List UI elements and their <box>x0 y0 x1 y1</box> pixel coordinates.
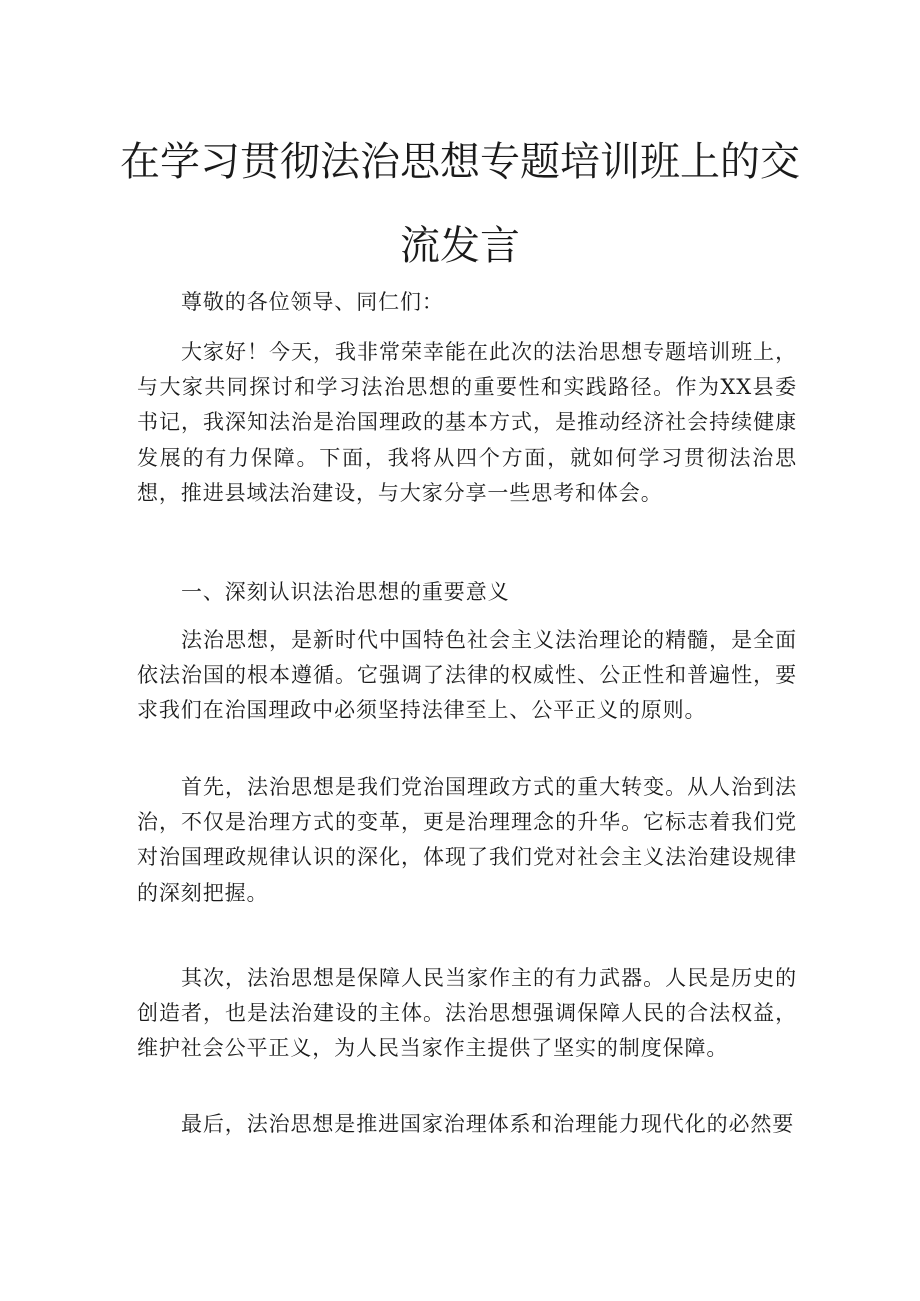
body-paragraph: 最后，法治思想是推进国家治理体系和治理能力现代化的必然要 <box>181 1112 795 1136</box>
document-title-line-2: 流发言 <box>400 223 520 269</box>
section-heading-1: 一、深刻认识法治思想的重要意义 <box>181 580 510 604</box>
intro-paragraph: 大家好！今天，我非常荣幸能在此次的法治思想专题培训班上，与大家共同探讨和学习法治思想的重要性和实践路径。作为XX县委书记，我深知法治是治国理政的基本方式，是推动经济社会持续健康发展的有力保障。下面，我将从四个方面，就如何学习贯彻法治思想，推进县域法治建设，与大家分享一些思考和体会。 <box>137 340 797 505</box>
body-paragraph: 其次，法治思想是保障人民当家作主的有力武器。人民是历史的创造者，也是法治建设的主体。法治思想强调保障人民的合法权益，维护社会公平正义，为人民当家作主提供了坚实的制度保障。 <box>137 966 797 1061</box>
document-title-line-1: 在学习贯彻法治思想专题培训班上的交 <box>120 139 800 185</box>
body-paragraph: 首先，法治思想是我们党治国理政方式的重大转变。从人治到法治，不仅是治理方式的变革，更是治理理念的升华。它标志着我们党对治国理政规律认识的深化，体现了我们党对社会主义法治建设规律的深刻把握。 <box>137 775 797 905</box>
body-paragraph: 法治思想，是新时代中国特色社会主义法治理论的精髓，是全面依法治国的根本遵循。它强调了法律的权威性、公正性和普遍性，要求我们在治国理政中必须坚持法律至上、公平正义的原则。 <box>137 628 797 723</box>
salutation: 尊敬的各位领导、同仁们： <box>181 290 444 314</box>
